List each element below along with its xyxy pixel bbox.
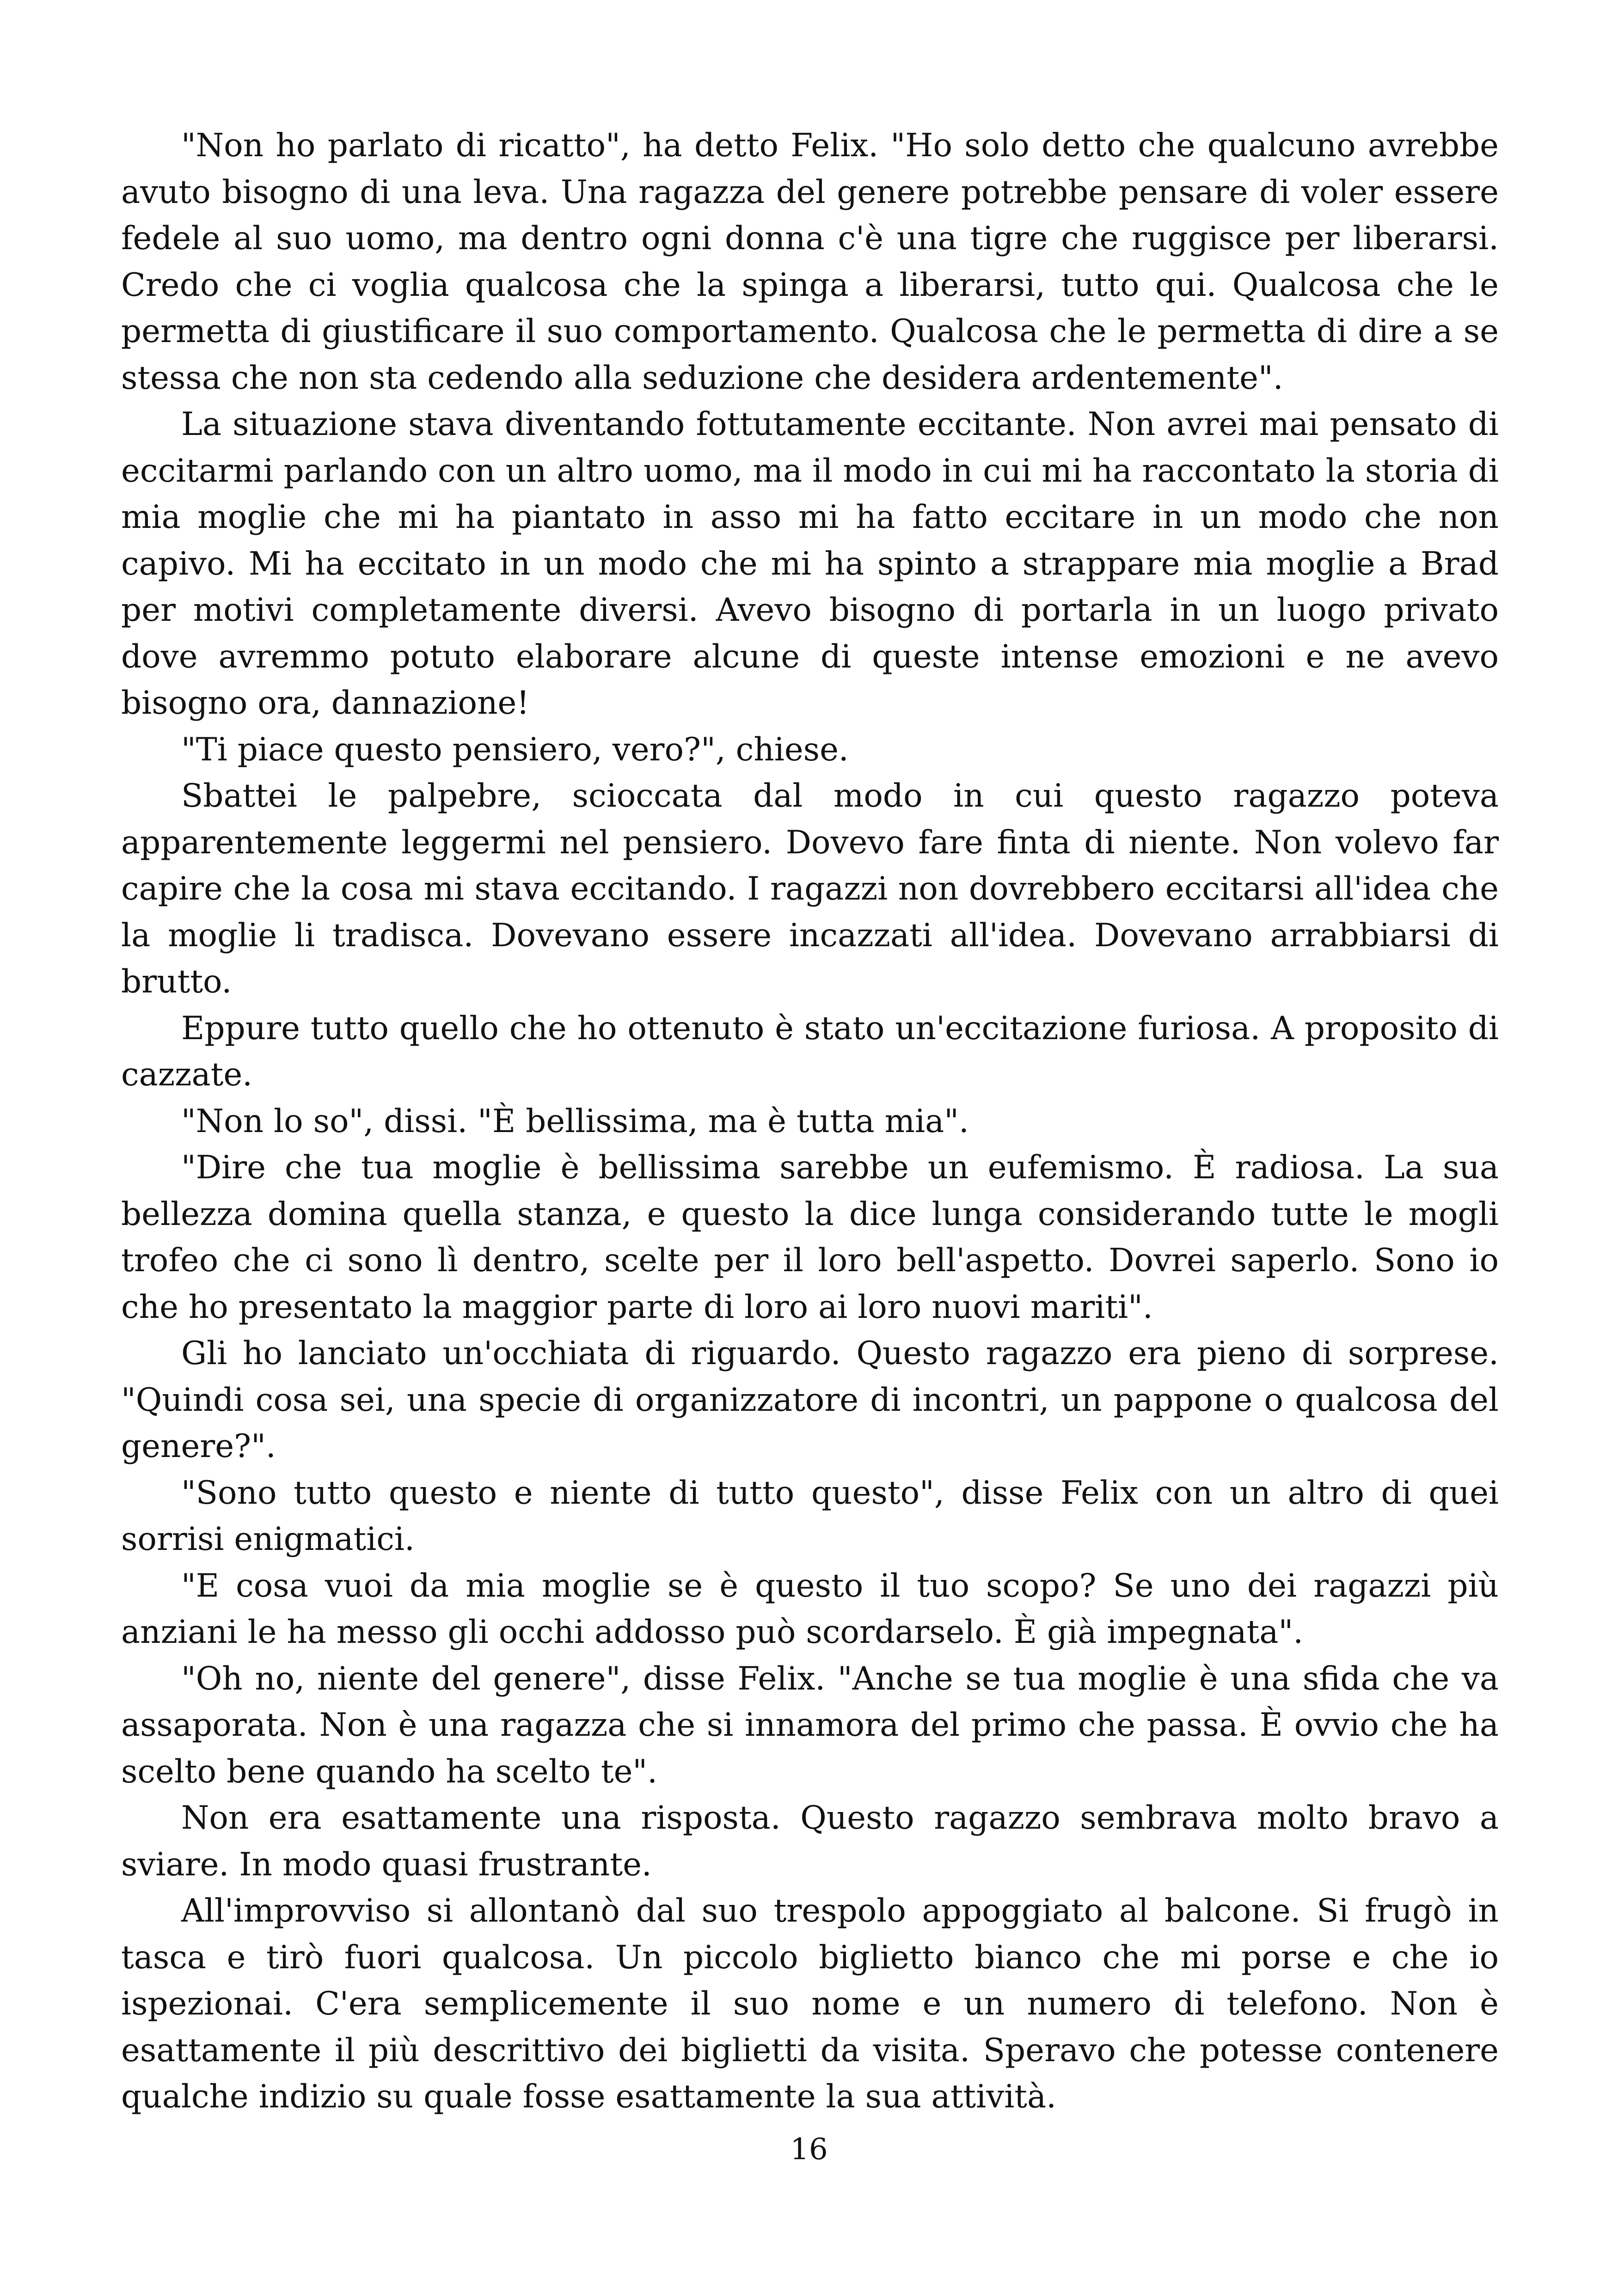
- paragraph: "Ti piace questo pensiero, vero?", chiese.: [181, 731, 849, 768]
- page-number: 16: [790, 2132, 828, 2167]
- paragraph: "Non lo so", dissi. "È bellissima, ma è tutta mia".: [181, 1102, 969, 1140]
- paragraph: "Oh no, niente del genere", disse Felix. "Anche se tua moglie è una sfida che va assaporata. Non è una ragazza che si innamora del primo che passa. È ovvio che ha scelto bene quando ha scelto te".: [121, 1660, 1499, 1790]
- body-text: [121, 122, 1499, 2120]
- paragraph: La situazione stava diventando fottutamente eccitante. Non avrei mai pensato di eccitarmi parlando con un altro uomo, ma il modo in cui mi ha raccontato la storia di mia moglie che mi ha piantato in asso mi ha fatto eccitare in un modo che non capivo. Mi ha eccitato in un modo che mi ha spinto a strappare mia moglie a Brad per motivi completamente diversi. Avevo bisogno di portarla in un luogo privato dove avremmo potuto elaborare alcune di queste intense emozioni e ne avevo bisogno ora, dannazione!: [121, 406, 1499, 722]
- paragraph: "Non ho parlato di ricatto", ha detto Felix. "Ho solo detto che qualcuno avrebbe avuto bisogno di una leva. Una ragazza del genere potrebbe pensare di voler essere fedele al suo uomo, ma dentro ogni donna c'è una tigre che ruggisce per liberarsi. Credo che ci voglia qualcosa che la spinga a liberarsi, tutto qui. Qualcosa che le permetta di giustificare il suo comportamento. Qualcosa che le permetta di dire a se stessa che non sta cedendo alla seduzione che desidera ardentemente".: [121, 127, 1499, 397]
- paragraph: All'improvviso si allontanò dal suo trespolo appoggiato al balcone. Si frugò in tasca e tirò fuori qualcosa. Un piccolo biglietto bianco che mi porse e che io ispezionai. C'era semplicemente il suo nome e un numero di telefono. Non è esattamente il più descrittivo dei biglietti da visita. Speravo che potesse contenere qualche indizio su quale fosse esattamente la sua attività.: [121, 1892, 1499, 2115]
- paragraph: Eppure tutto quello che ho ottenuto è stato un'eccitazione furiosa. A proposito di cazzate.: [121, 1010, 1499, 1093]
- paragraph: Sbattei le palpebre, scioccata dal modo in cui questo ragazzo poteva apparentemente leggermi nel pensiero. Dovevo fare finta di niente. Non volevo far capire che la cosa mi stava eccitando. I ragazzi non dovrebbero eccitarsi all'idea che la moglie li tradisca. Dovevano essere incazzati all'idea. Dovevano arrabbiarsi di brutto.: [121, 778, 1499, 1000]
- paragraph: "E cosa vuoi da mia moglie se è questo il tuo scopo? Se uno dei ragazzi più anziani le ha messo gli occhi addosso può scordarselo. È già impegnata".: [121, 1567, 1499, 1651]
- paragraph: Gli ho lanciato un'occhiata di riguardo. Questo ragazzo era pieno di sorprese. "Quindi cosa sei, una specie di organizzatore di incontri, un pappone o qualcosa del genere?".: [121, 1335, 1499, 1465]
- paragraph: "Sono tutto questo e niente di tutto questo", disse Felix con un altro di quei sorrisi enigmatici.: [121, 1474, 1499, 1558]
- paragraph: Non era esattamente una risposta. Questo ragazzo sembrava molto bravo a sviare. In modo quasi frustrante.: [121, 1800, 1499, 1883]
- paragraph: "Dire che tua moglie è bellissima sarebbe un eufemismo. È radiosa. La sua bellezza domina quella stanza, e questo la dice lunga considerando tutte le mogli trofeo che ci sono lì dentro, scelte per il loro bell'aspetto. Dovrei saperlo. Sono io che ho presentato la maggior parte di loro ai loro nuovi mariti".: [121, 1149, 1499, 1326]
